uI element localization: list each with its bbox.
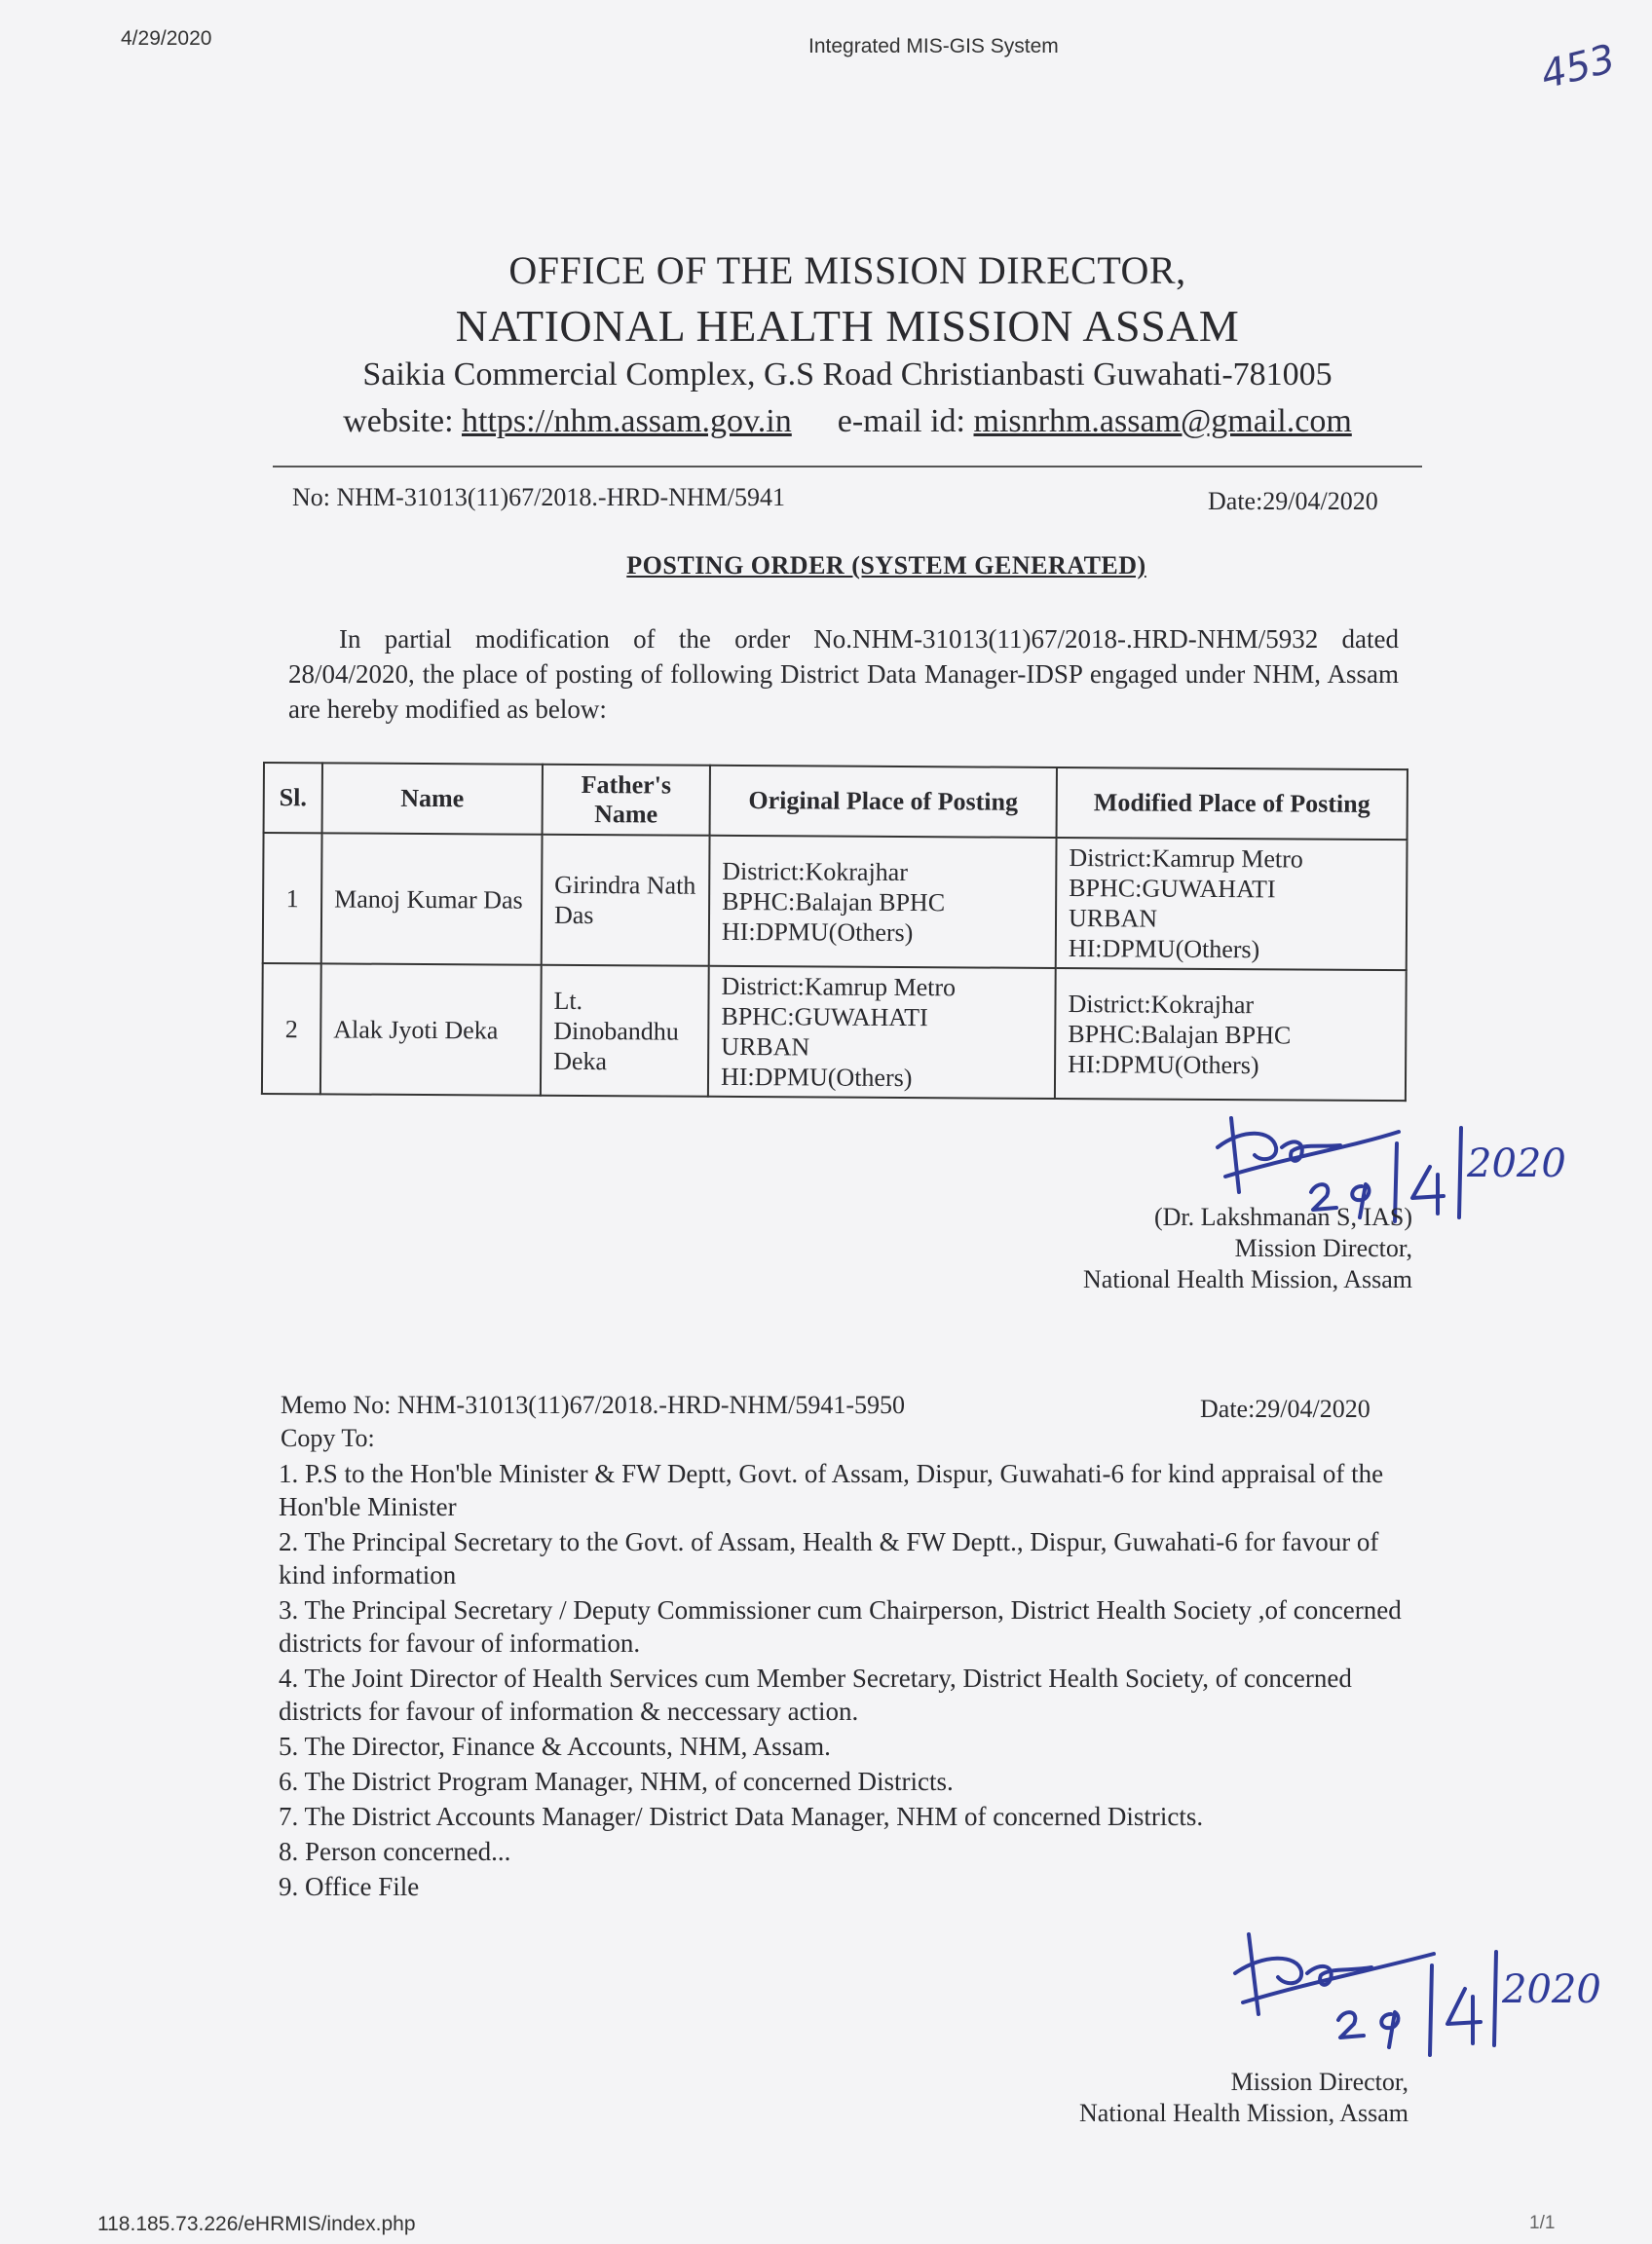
cell-original-posting xyxy=(709,836,1057,968)
handwritten-page-number: 453 xyxy=(1536,36,1620,98)
list-item: 4. The Joint Director of Health Services cum Member Secretary, District Health Society, of concerned districts for favour of information & neccessary action. xyxy=(279,1664,1352,1726)
copy-to-list xyxy=(279,1457,1408,1905)
print-page-number: 1/1 xyxy=(1529,2213,1556,2233)
header-name: Name xyxy=(322,763,543,834)
cell-modified-posting xyxy=(1055,968,1407,1101)
header-sl: Sl. xyxy=(264,763,322,833)
print-url: 118.185.73.226/eHRMIS/index.php xyxy=(97,2213,416,2235)
posting-line: HI:DPMU(Others) xyxy=(720,1062,913,1093)
signatory-block xyxy=(1032,1202,1412,1295)
svg-text:2020: 2020 xyxy=(1467,1141,1566,1186)
header-original-posting: Original Place of Posting xyxy=(710,766,1057,838)
table-row xyxy=(263,833,1408,970)
order-paragraph: In partial modification of the order No.NHM-31013(11)67/2018-.HRD-NHM/5932 dated 28/04/2020, the place of posting of following District Data Manager-IDSP engaged under NHM, Assam are hereby modified as below: xyxy=(288,624,1399,724)
posting-line: BPHC:GUWAHATI xyxy=(1069,874,1276,904)
posting-line: BPHC:GUWAHATI xyxy=(721,1001,928,1032)
table-header-row xyxy=(264,763,1408,840)
email-link[interactable]: misnrhm.assam@gmail.com xyxy=(973,403,1352,439)
signatory-name: (Dr. Lakshmanan S, IAS) xyxy=(1153,1203,1412,1231)
posting-line: District:Kamrup Metro xyxy=(721,971,957,1002)
posting-line: District:Kokrajhar xyxy=(1068,989,1255,1019)
letterhead-address: Saikia Commercial Complex, G.S Road Christianbasti Guwahati-781005 xyxy=(362,356,1333,393)
svg-text:2020: 2020 xyxy=(1502,1967,1601,2012)
posting-line: HI:DPMU(Others) xyxy=(721,916,914,947)
cell-sl: 2 xyxy=(262,963,321,1094)
print-date: 4/29/2020 xyxy=(121,27,212,50)
cell-father-name: Girindra Nath Das xyxy=(542,835,710,966)
list-item: 3. The Principal Secretary / Deputy Commissioner cum Chairperson, District Health Society ,of concerned districts for favour of information. xyxy=(279,1595,1402,1658)
letterhead-org-line: NATIONAL HEALTH MISSION ASSAM xyxy=(455,301,1240,351)
table-row xyxy=(262,963,1407,1101)
footer-signatory-title: Mission Director, xyxy=(1230,2068,1408,2096)
list-item: 6. The District Program Manager, NHM, of concerned Districts. xyxy=(279,1767,954,1796)
website-label: website: xyxy=(343,403,454,439)
cell-name: Alak Jyoti Deka xyxy=(320,963,542,1095)
posting-line: BPHC:Balajan BPHC xyxy=(1068,1019,1292,1049)
cell-father-name: Lt. Dinobandhu Deka xyxy=(541,965,709,1097)
cell-modified-posting xyxy=(1056,838,1408,970)
signature-2 xyxy=(1229,1919,1601,2065)
list-item: 2. The Principal Secretary to the Govt. of Assam, Health & FW Deptt., Dispur, Guwahati-6 for favour of kind information xyxy=(279,1527,1379,1590)
order-heading: POSTING ORDER (SYSTEM GENERATED) xyxy=(626,551,1146,580)
posting-line: District:Kamrup Metro xyxy=(1069,843,1303,874)
list-item: 1. P.S to the Hon'ble Minister & FW Deptt, Govt. of Assam, Dispur, Guwahati-6 for kind appraisal of the Hon'ble Minister xyxy=(279,1459,1384,1521)
posting-line: URBAN xyxy=(1068,904,1158,933)
list-item: 7. The District Accounts Manager/ District Data Manager, NHM of concerned Districts. xyxy=(279,1802,1204,1831)
email-label: e-mail id: xyxy=(837,403,966,439)
memo-number: Memo No: NHM-31013(11)67/2018.-HRD-NHM/5941-5950 xyxy=(281,1391,906,1419)
order-number: No: NHM-31013(11)67/2018.-HRD-NHM/5941 xyxy=(292,483,786,511)
signatory-title: Mission Director, xyxy=(1234,1234,1412,1262)
posting-line: BPHC:Balajan BPHC xyxy=(722,886,946,916)
header-father-name: Father's Name xyxy=(543,765,710,836)
letterhead-divider xyxy=(273,466,1422,468)
cell-name: Manoj Kumar Das xyxy=(321,833,543,964)
list-item: 9. Office File xyxy=(279,1872,420,1901)
cell-original-posting xyxy=(708,966,1056,1099)
signatory-org: National Health Mission, Assam xyxy=(1083,1265,1412,1293)
memo-date: Date:29/04/2020 xyxy=(1200,1395,1370,1423)
order-date: Date:29/04/2020 xyxy=(1208,487,1378,515)
posting-table xyxy=(261,762,1408,1102)
letterhead-office-line: OFFICE OF THE MISSION DIRECTOR, xyxy=(508,248,1186,292)
header-modified-posting: Modified Place of Posting xyxy=(1057,767,1408,840)
cell-sl: 1 xyxy=(263,833,322,963)
posting-line: HI:DPMU(Others) xyxy=(1068,934,1260,964)
posting-line: URBAN xyxy=(721,1031,810,1062)
letterhead-contact xyxy=(244,403,1451,440)
list-item: 8. Person concerned... xyxy=(279,1837,511,1866)
footer-signatory-org: National Health Mission, Assam xyxy=(1079,2099,1408,2127)
posting-line: HI:DPMU(Others) xyxy=(1068,1049,1259,1079)
posting-line: District:Kokrajhar xyxy=(722,856,909,886)
footer-signatory-block xyxy=(1032,2067,1408,2129)
list-item: 5. The Director, Finance & Accounts, NHM, Assam. xyxy=(279,1732,831,1761)
website-link[interactable]: https://nhm.assam.gov.in xyxy=(462,403,792,439)
print-page-title: Integrated MIS-GIS System xyxy=(808,35,1059,57)
copy-to-label: Copy To: xyxy=(281,1424,375,1452)
